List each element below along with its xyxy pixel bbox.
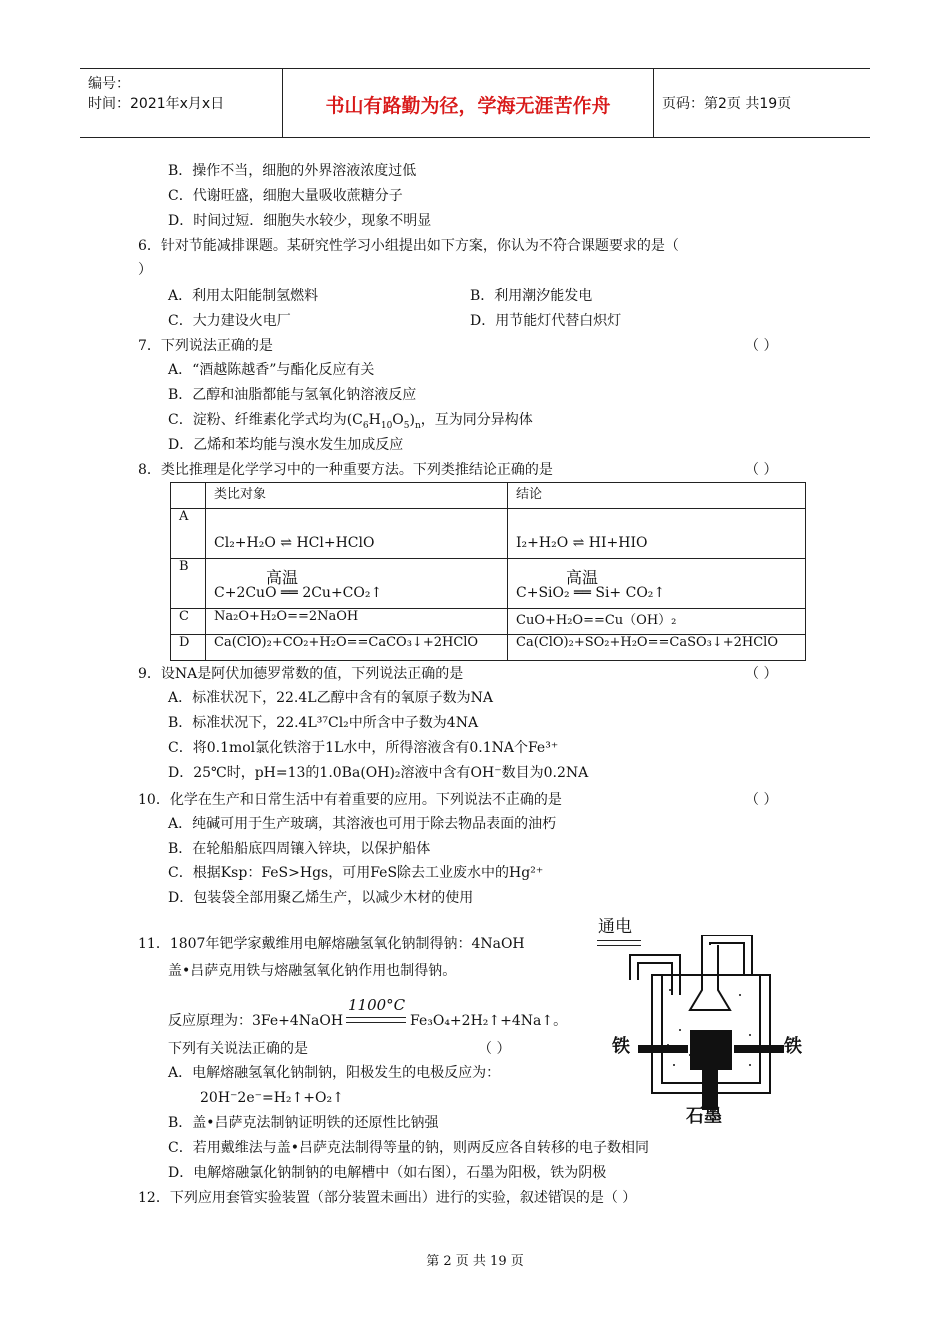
q7-option-c: C．淀粉、纤维素化学式均为$(C_6H_{10}O_5)_n$，互为同分异构体 [168, 412, 533, 431]
graphite-electrode [690, 1030, 732, 1070]
page-label: 页码：第2页 共19页 [662, 96, 792, 112]
left-pipe-inner [638, 963, 672, 995]
q10-stem [138, 791, 562, 809]
q6-option-a: A．利用太阳能制氢燃料 [168, 288, 319, 304]
collector-hood [690, 945, 730, 1010]
q8-row-b-object-condition: 高温 [266, 568, 299, 587]
q8-row-d-conclusion: Ca(ClO)₂+SO₂+H₂O==CaSO₃↓+2HClO [508, 635, 806, 661]
q8-row-b-conclusion-text: C+SiO₂ ══ Si+ CO₂↑ [516, 585, 666, 601]
q6-option-b: B．利用潮汐能发电 [470, 288, 593, 304]
q9-option-b: B．标准状况下，22.4L³⁷Cl₂中所含中子数为4NA [168, 715, 479, 731]
q11-condition-temperature: 1100°C [348, 996, 406, 1014]
header-motto-cell [283, 69, 654, 137]
q8-col-conclusion: 结论 [508, 483, 806, 509]
q7-option-d: D．乙烯和苯均能与溴水发生加成反应 [168, 437, 404, 453]
q8-row-a-conclusion [508, 509, 806, 559]
q7-option-c-pre: C．淀粉、纤维素化学式均为(C [168, 412, 363, 428]
number-label: 编号： [88, 76, 130, 92]
q10-stem-post: 的是 [533, 792, 562, 808]
q10-bracket: （ ） [745, 792, 778, 808]
q9-stem: 9．设NA是阿伏加德罗常数的值，下列说法正确的是 [138, 666, 464, 682]
q8-stem: 8．类比推理是化学学习中的一种重要方法。下列类推结论正确的是 [138, 462, 553, 478]
q12-stem [138, 1189, 636, 1207]
q8-row-a-object-text: Cl₂+H₂O ⇌ HCl+HClO [214, 535, 375, 551]
q10-option-b: B．在轮船船底四周镶入锌块，以保护船体 [168, 841, 431, 857]
q9-option-d: D．25℃时，pH=13的1.0Ba(OH)₂溶液中含有OH⁻数目为0.2NA [168, 765, 589, 781]
q9-bracket: （ ） [745, 666, 778, 682]
q11-stem-2: 盖•吕萨克用铁与熔融氢氧化钠作用也制得钠。 [168, 963, 457, 979]
q12-stem-post: 的是（ ） [575, 1190, 637, 1206]
q8-row-d-object: Ca(ClO)₂+CO₂+H₂O==CaCO₃↓+2HClO [206, 635, 508, 661]
q10-option-d: D．包装袋全部用聚乙烯生产，以减少木材的使用 [168, 890, 474, 906]
q6-stem-pre: 6．针对节能减排课题。某研究性学习小组提出如下方案，你认为 [138, 238, 539, 254]
q8-row-c-label: C [171, 609, 206, 635]
q8-row-d-label: D [171, 635, 206, 661]
q11-option-c: C．若用戴维法与盖•吕萨克法制得等量的钠，则两反应各自转移的电子数相同 [168, 1140, 649, 1156]
q8-row-a-label: A [171, 509, 206, 559]
q9-option-c: C．将0.1mol氯化铁溶于1L水中，所得溶液含有0.1NA个Fe³⁺ [168, 740, 559, 756]
q7-option-b: B．乙醇和油脂都能与氢氧化钠溶液反应 [168, 387, 417, 403]
q8-row-b-object-text: C+2CuO ══ 2Cu+CO₂↑ [214, 585, 383, 601]
q8-row-b-conclusion [508, 559, 806, 609]
q7-option-c-post: ，互为同分异构体 [420, 412, 533, 428]
electrolysis-cell-diagram [610, 935, 810, 1130]
q12-stem-pre: 12．下列应用套管实验装置（部分装置未画出）进行的实验，叙述 [138, 1190, 548, 1206]
q11-option-b: B．盖•吕萨克法制钠证明铁的还原性比钠强 [168, 1115, 439, 1131]
q7-option-a: A．“酒越陈越香”与酯化反应有关 [168, 362, 375, 378]
page-header [80, 68, 870, 138]
q8-row-c-conclusion: CuO+H₂O==Cu（OH）₂ [508, 609, 806, 635]
q6-option-d: D．用节能灯代替白炽灯 [470, 313, 622, 329]
q8-row-b-conclusion-condition: 高温 [566, 568, 599, 587]
q6-emphasis: 不符合 [538, 238, 581, 254]
q5-option-d: D．时间过短．细胞失水较少，现象不明显 [168, 213, 432, 229]
header-page-cell [654, 69, 870, 137]
q10-emphasis: 不正确 [491, 792, 534, 808]
q5-option-c: C．代谢旺盛，细胞大量吸收蔗糖分子 [168, 188, 403, 204]
fig-label-iron-right: 铁 [784, 1036, 802, 1057]
q11-condition-electrolysis: 通电 [598, 917, 632, 937]
q8-row-b-label: B [171, 559, 206, 609]
q11-stem-3: 下列有关说法正确的是 [168, 1041, 308, 1057]
q8-row-a-conclusion-text: I₂+H₂O ⇌ HI+HIO [516, 535, 648, 551]
q6-stem [138, 237, 679, 255]
motto: 书山有路勤为径，学海无涯苦作舟 [325, 95, 611, 117]
q8-row-b-object [206, 559, 508, 609]
q11-condition-line-2 [346, 1017, 406, 1023]
q11-option-a-1: A．电解熔融氢氧化钠制钠，阳极发生的电极反应为： [168, 1065, 501, 1081]
q9-option-a: A．标准状况下，22.4L乙醇中含有的氧原子数为NA [168, 690, 493, 706]
right-pipe-inner [710, 943, 744, 975]
q10-option-a: A．纯碱可用于生产玻璃，其溶液也可用于除去物品表面的油朽 [168, 816, 557, 832]
q8-header-blank [171, 483, 206, 509]
q8-row-c-object: Na₂O+H₂O==2NaOH [206, 609, 508, 635]
q7-stem: 7．下列说法正确的是 [138, 338, 273, 354]
q6-bracket-end: ） [138, 262, 152, 278]
fig-label-iron-left: 铁 [612, 1036, 630, 1057]
page-footer: 第 2 页 共 19 页 [426, 1254, 524, 1269]
q10-option-c: C．根据Ksp：FeS>Hgs，可用FeS除去工业废水中的Hg²⁺ [168, 865, 544, 881]
q11-bracket: （ ） [478, 1041, 511, 1057]
q5-option-b: B．操作不当，细胞的外界溶液浓度过低 [168, 163, 417, 179]
q10-stem-pre: 10．化学在生产和日常生活中有着重要的应用。下列说法 [138, 792, 492, 808]
q6-option-c: C．大力建设火电厂 [168, 313, 291, 329]
q11-option-d: D．电解熔融氯化钠制钠的电解槽中（如右图），石墨为阳极，铁为阴极 [168, 1165, 607, 1181]
time-label: 时间：2021年x月x日 [88, 96, 225, 112]
q8-bracket: （ ） [745, 462, 778, 478]
q6-stem-post: 课题要求的是（ [580, 238, 679, 254]
iron-electrode-left [638, 1045, 688, 1053]
q8-col-object: 类比对象 [206, 483, 508, 509]
graphite-rod [702, 1070, 718, 1110]
q11-reaction-post: Fe₃O₄+2H₂↑+4Na↑。 [410, 1013, 568, 1029]
fig-label-graphite: 石墨 [686, 1106, 722, 1127]
q8-row-a-object [206, 509, 508, 559]
q11-option-a-2: 20H⁻2e⁻=H₂↑+O₂↑ [200, 1090, 344, 1106]
q11-reaction-pre: 反应原理为：3Fe+4NaOH [168, 1013, 344, 1029]
q11-stem-1: 11．1807年钯学家戴维用电解熔融氢氧化钠制得钠：4NaOH [138, 936, 525, 952]
q12-emphasis: 错误 [547, 1190, 576, 1206]
iron-electrode-right [734, 1045, 784, 1053]
q7-bracket: （ ） [745, 338, 778, 354]
header-meta-cell [80, 69, 283, 137]
q8-table [170, 482, 806, 661]
